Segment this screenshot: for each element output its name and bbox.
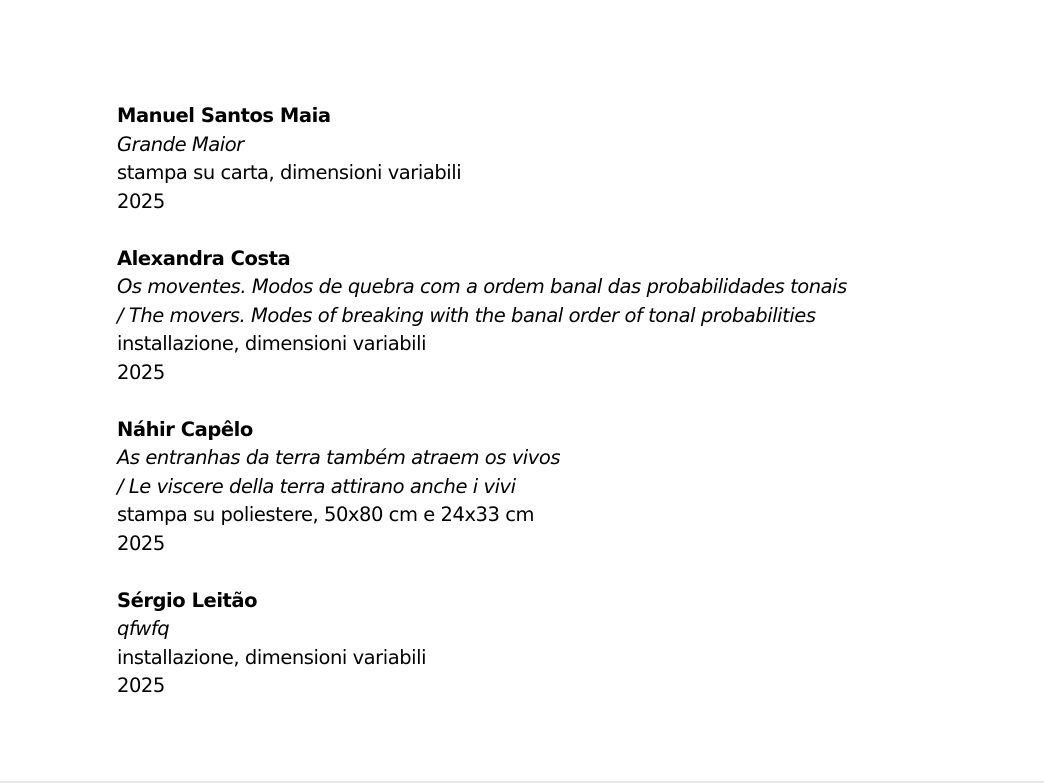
artwork-list bbox=[117, 102, 1017, 729]
artwork-title: As entranhas da terra também atraem os vivos bbox=[117, 446, 561, 469]
artist-name: Manuel Santos Maia bbox=[117, 104, 331, 127]
artwork-year: 2025 bbox=[117, 360, 165, 384]
artwork-year: 2025 bbox=[117, 674, 165, 697]
artwork-medium: stampa su poliestere, 50x80 cm e 24x33 cm bbox=[117, 503, 535, 526]
artwork-medium: installazione, dimensioni variabili bbox=[117, 332, 427, 355]
artwork-title: Os moventes. Modos de quebra com a ordem banal das probabilidades tonais bbox=[117, 275, 847, 298]
artwork-medium: installazione, dimensioni variabili bbox=[117, 645, 427, 669]
artwork-entry bbox=[117, 416, 1017, 559]
artwork-entry bbox=[117, 102, 1017, 216]
artist-name: Náhir Capêlo bbox=[117, 417, 253, 441]
artwork-title: qfwfq bbox=[117, 617, 170, 640]
artwork-title: Grande Maior bbox=[117, 132, 244, 156]
artwork-title-translation: / Le viscere della terra attirano anche i vivi bbox=[117, 474, 516, 498]
artwork-entry bbox=[117, 587, 1017, 701]
artwork-year: 2025 bbox=[117, 189, 165, 213]
artist-name: Sérgio Leitão bbox=[117, 588, 258, 612]
artwork-medium: stampa su carta, dimensioni variabili bbox=[117, 161, 462, 184]
artwork-title-translation: / The movers. Modes of breaking with the banal order of tonal probabilities bbox=[117, 303, 816, 327]
artist-name: Alexandra Costa bbox=[117, 246, 291, 270]
artwork-year: 2025 bbox=[117, 531, 165, 555]
artwork-entry bbox=[117, 245, 1017, 388]
